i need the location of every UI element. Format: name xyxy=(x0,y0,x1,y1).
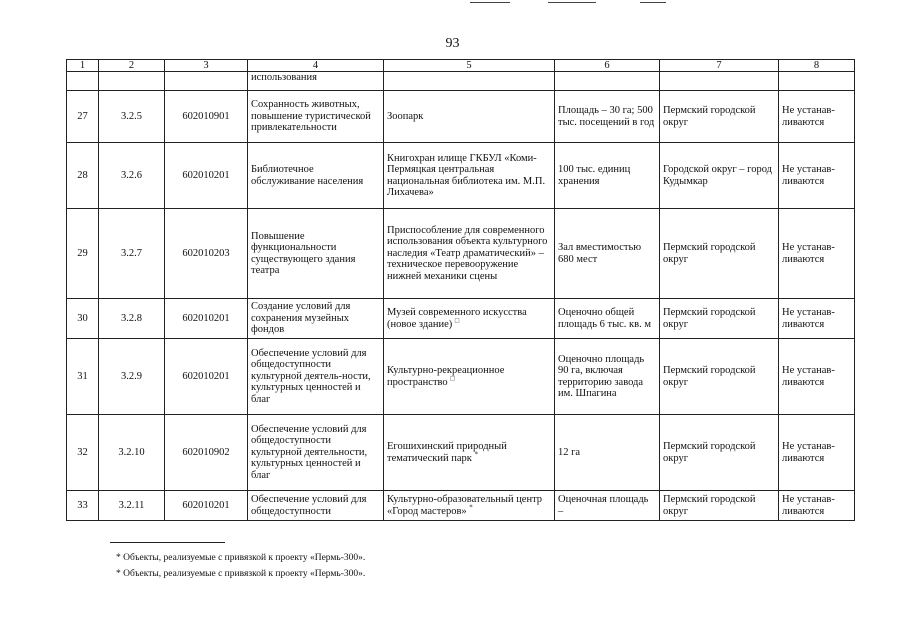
row-location: Пермский городской округ xyxy=(660,209,779,299)
table-row xyxy=(67,491,855,521)
row-number: 32 xyxy=(67,415,99,491)
table-cell xyxy=(99,72,165,91)
footnote-mark: * xyxy=(474,450,479,458)
row-object: Приспособление для современного использования объекта культурного наследия «Театр драматический» – техническое перевооружение нижней механики сцены xyxy=(384,209,555,299)
row-location: Пермский городской округ xyxy=(660,491,779,521)
row-number: 33 xyxy=(67,491,99,521)
row-object: Культурно-рекреационное пространство □ xyxy=(384,339,555,415)
row-kbk: 602010201 xyxy=(165,339,248,415)
column-header: 7 xyxy=(660,60,779,72)
row-number: 30 xyxy=(67,299,99,339)
row-location: Пермский городской округ xyxy=(660,339,779,415)
row-object: Зоопарк xyxy=(384,91,555,143)
row-purpose: Обеспечение условий для общедоступности культурной деятельности, культурных ценностей и благ xyxy=(248,415,384,491)
column-header: 5 xyxy=(384,60,555,72)
table-cell: использования xyxy=(248,72,384,91)
row-location: Пермский городской округ xyxy=(660,299,779,339)
table-cell xyxy=(165,72,248,91)
row-capacity: Зал вместимостью 680 мест xyxy=(555,209,660,299)
footnote-divider xyxy=(110,542,225,543)
row-kbk: 602010901 xyxy=(165,91,248,143)
row-capacity: 12 га xyxy=(555,415,660,491)
row-location: Пермский городской округ xyxy=(660,91,779,143)
row-number: 28 xyxy=(67,143,99,209)
column-header: 4 xyxy=(248,60,384,72)
table-cell xyxy=(660,72,779,91)
table-row xyxy=(67,209,855,299)
row-capacity: 100 тыс. единиц хранения xyxy=(555,143,660,209)
row-code: 3.2.11 xyxy=(99,491,165,521)
table-row xyxy=(67,339,855,415)
table-cell xyxy=(555,72,660,91)
row-location: Пермский городской округ xyxy=(660,415,779,491)
row-object: Книгохран илище ГКБУЛ «Коми-Пермяцкая центральная национальная библиотека им. М.П. Лихачева» xyxy=(384,143,555,209)
row-purpose: Обеспечение условий для общедоступности xyxy=(248,491,384,521)
table-row xyxy=(67,415,855,491)
footnote: * Объекты, реализуемые с привязкой к проекту «Пермь-300». xyxy=(116,553,366,563)
row-status: Не устанав-ливаются xyxy=(779,91,855,143)
row-object: Музей современного искусства (новое здание) □ xyxy=(384,299,555,339)
table-cell xyxy=(384,72,555,91)
row-status: Не устанав-ливаются xyxy=(779,299,855,339)
row-number: 31 xyxy=(67,339,99,415)
table-cell xyxy=(779,72,855,91)
row-kbk: 602010201 xyxy=(165,299,248,339)
table-row xyxy=(67,143,855,209)
row-code: 3.2.6 xyxy=(99,143,165,209)
row-kbk: 602010902 xyxy=(165,415,248,491)
column-header: 1 xyxy=(67,60,99,72)
top-edge-marks xyxy=(0,0,905,6)
footnote-mark: * xyxy=(469,503,473,511)
row-status: Не устанав-ливаются xyxy=(779,339,855,415)
row-kbk: 602010201 xyxy=(165,143,248,209)
row-number: 29 xyxy=(67,209,99,299)
footnote: * Объекты, реализуемые с привязкой к проекту «Пермь-300». xyxy=(116,569,366,579)
row-location: Городской округ – город Кудымкар xyxy=(660,143,779,209)
continuation-row xyxy=(67,72,855,91)
table-row xyxy=(67,299,855,339)
row-capacity: Оценочно площадь 90 га, включая территорию завода им. Шпагина xyxy=(555,339,660,415)
objects-table xyxy=(66,59,855,521)
row-code: 3.2.7 xyxy=(99,209,165,299)
table-row xyxy=(67,91,855,143)
footnote-mark: □ xyxy=(454,316,460,324)
row-status: Не устанав-ливаются xyxy=(779,491,855,521)
column-header: 2 xyxy=(99,60,165,72)
row-status: Не устанав-ливаются xyxy=(779,415,855,491)
table-cell xyxy=(67,72,99,91)
row-code: 3.2.8 xyxy=(99,299,165,339)
row-object: Егошихинский природный тематический парк * xyxy=(384,415,555,491)
row-kbk: 602010203 xyxy=(165,209,248,299)
column-header: 3 xyxy=(165,60,248,72)
column-header: 6 xyxy=(555,60,660,72)
row-purpose: Повышение функциональности существующего здания театра xyxy=(248,209,384,299)
row-purpose: Обеспечение условий для общедоступности культурной деятель-ности, культурных ценностей и благ xyxy=(248,339,384,415)
row-code: 3.2.10 xyxy=(99,415,165,491)
row-status: Не устанав-ливаются xyxy=(779,209,855,299)
row-object: Культурно-образовательный центр «Город мастеров» * xyxy=(384,491,555,521)
row-capacity: Оценочно общей площадь 6 тыс. кв. м xyxy=(555,299,660,339)
column-header: 8 xyxy=(779,60,855,72)
row-purpose: Библиотечное обслуживание населения xyxy=(248,143,384,209)
row-purpose: Сохранность животных, повышение туристической привлекательности xyxy=(248,91,384,143)
row-capacity: Оценочная площадь – xyxy=(555,491,660,521)
page-number: 93 xyxy=(445,36,460,51)
row-code: 3.2.9 xyxy=(99,339,165,415)
row-kbk: 602010201 xyxy=(165,491,248,521)
row-purpose: Создание условий для сохранения музейных фондов xyxy=(248,299,384,339)
header-row xyxy=(67,60,855,72)
row-capacity: Площадь – 30 га; 500 тыс. посещений в год xyxy=(555,91,660,143)
row-code: 3.2.5 xyxy=(99,91,165,143)
row-number: 27 xyxy=(67,91,99,143)
row-status: Не устанав-ливаются xyxy=(779,143,855,209)
footnote-mark: □ xyxy=(450,374,455,382)
